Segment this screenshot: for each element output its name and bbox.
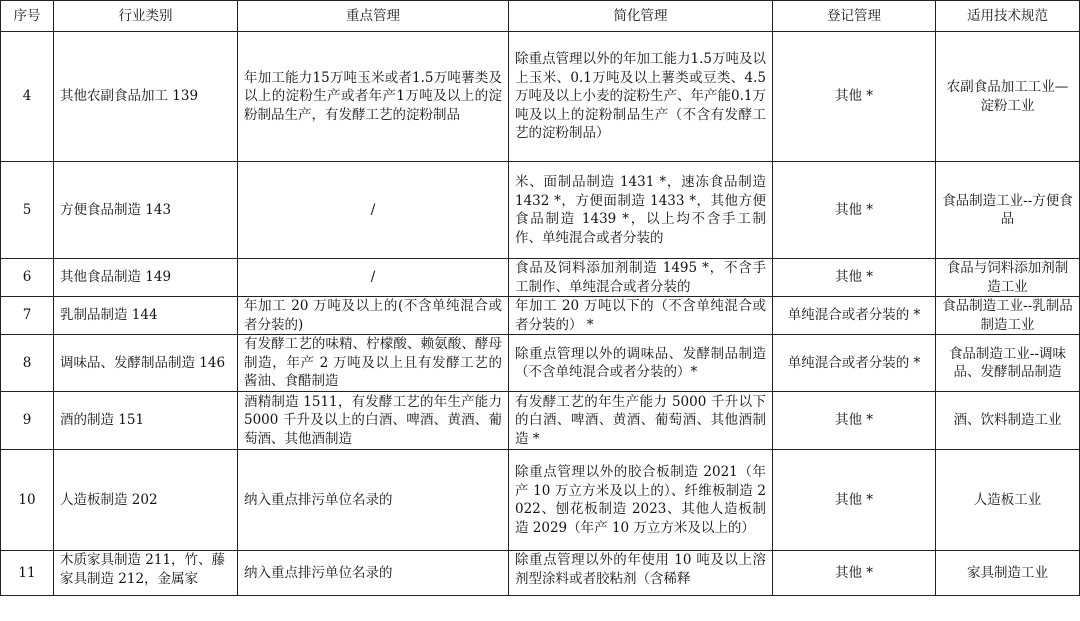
table-row — [1, 297, 1080, 335]
cell-technical-spec: 农副食品加工工业—淀粉工业 — [936, 32, 1080, 162]
table-row — [1, 335, 1080, 392]
cell-serial-number: 5 — [1, 162, 54, 259]
cell-technical-spec: 食品与饲料添加剂制造工业 — [936, 259, 1080, 297]
table-row — [1, 450, 1080, 551]
cell-serial-number: 7 — [1, 297, 54, 335]
cell-industry-category: 调味品、发酵制品制造 146 — [54, 335, 238, 392]
cell-technical-spec: 食品制造工业--调味品、发酵制品制造 — [936, 335, 1080, 392]
table-row — [1, 32, 1080, 162]
cell-key-management: 酒精制造 1511，有发酵工艺的年生产能力 5000 千升及以上的白酒、啤酒、黄酒、葡萄酒、其他酒制造 — [238, 392, 509, 450]
header-key-management: 重点管理 — [238, 1, 509, 32]
cell-registration-management: 其他 * — [773, 551, 936, 596]
cell-industry-category: 木质家具制造 211，竹、藤家具制造 212，金属家 — [54, 551, 238, 596]
cell-simplified-management: 除重点管理以外的年使用 10 吨及以上溶剂型涂料或者胶粘剂（含稀释 — [509, 551, 773, 596]
cell-registration-management: 其他 * — [773, 450, 936, 551]
cell-simplified-management: 米、面制品制造 1431 *，速冻食品制造 1432 *，方便面制造 1433 *，其他方便食品制造 1439 *，以上均不含手工制作、单纯混合或者分装的 — [509, 162, 773, 259]
cell-technical-spec: 人造板工业 — [936, 450, 1080, 551]
cell-simplified-management: 除重点管理以外的调味品、发酵制品制造（不含单纯混合或者分装的）* — [509, 335, 773, 392]
cell-serial-number: 10 — [1, 450, 54, 551]
cell-simplified-management: 除重点管理以外的年加工能力1.5万吨及以上玉米、0.1万吨及以上薯类或豆类、4.5万吨及以上小麦的淀粉生产、年产能0.1万吨及以上的淀粉制品生产（不含有发酵工艺的淀粉制品） — [509, 32, 773, 162]
cell-registration-management: 其他 * — [773, 392, 936, 450]
cell-industry-category: 其他农副食品加工 139 — [54, 32, 238, 162]
cell-key-management: / — [238, 162, 509, 259]
cell-registration-management: 其他 * — [773, 259, 936, 297]
cell-technical-spec: 酒、饮料制造工业 — [936, 392, 1080, 450]
cell-serial-number: 6 — [1, 259, 54, 297]
cell-technical-spec: 家具制造工业 — [936, 551, 1080, 596]
cell-industry-category: 方便食品制造 143 — [54, 162, 238, 259]
cell-industry-category: 酒的制造 151 — [54, 392, 238, 450]
header-simplified-management: 简化管理 — [509, 1, 773, 32]
cell-key-management: / — [238, 259, 509, 297]
cell-registration-management: 其他 * — [773, 32, 936, 162]
table-row — [1, 551, 1080, 596]
cell-industry-category: 乳制品制造 144 — [54, 297, 238, 335]
cell-key-management: 年加工能力15万吨玉米或者1.5万吨薯类及以上的淀粉生产或者年产1万吨及以上的淀粉制品生产，有发酵工艺的淀粉制品 — [238, 32, 509, 162]
cell-technical-spec: 食品制造工业--方便食品 — [936, 162, 1080, 259]
cell-key-management: 纳入重点排污单位名录的 — [238, 551, 509, 596]
cell-simplified-management: 除重点管理以外的胶合板制造 2021（年产 10 万立方米及以上的）、纤维板制造 2022、刨花板制造 2023、其他人造板制造 2029（年产 10 万立方米及以上的） — [509, 450, 773, 551]
cell-simplified-management: 食品及饲料添加剂制造 1495 *，不含手工制作、单纯混合或者分装的 — [509, 259, 773, 297]
table-header-row — [1, 1, 1080, 32]
cell-serial-number: 4 — [1, 32, 54, 162]
table-row — [1, 259, 1080, 297]
cell-technical-spec: 食品制造工业--乳制品制造工业 — [936, 297, 1080, 335]
cell-serial-number: 9 — [1, 392, 54, 450]
cell-key-management: 年加工 20 万吨及以上的(不含单纯混合或者分装的) — [238, 297, 509, 335]
header-technical-spec: 适用技术规范 — [936, 1, 1080, 32]
cell-industry-category: 人造板制造 202 — [54, 450, 238, 551]
cell-industry-category: 其他食品制造 149 — [54, 259, 238, 297]
cell-key-management: 有发酵工艺的味精、柠檬酸、赖氨酸、酵母制造，年产 2 万吨及以上且有发酵工艺的酱油、食醋制造 — [238, 335, 509, 392]
header-serial-number: 序号 — [1, 1, 54, 32]
table-row — [1, 392, 1080, 450]
header-industry-category: 行业类别 — [54, 1, 238, 32]
cell-registration-management: 单纯混合或者分装的 * — [773, 335, 936, 392]
cell-simplified-management: 有发酵工艺的年生产能力 5000 千升以下的白酒、啤酒、黄酒、葡萄酒、其他酒制造 * — [509, 392, 773, 450]
cell-registration-management: 其他 * — [773, 162, 936, 259]
header-registration-management: 登记管理 — [773, 1, 936, 32]
cell-simplified-management: 年加工 20 万吨以下的（不含单纯混合或者分装的） * — [509, 297, 773, 335]
cell-registration-management: 单纯混合或者分装的 * — [773, 297, 936, 335]
table-row — [1, 162, 1080, 259]
cell-serial-number: 8 — [1, 335, 54, 392]
cell-serial-number: 11 — [1, 551, 54, 596]
cell-key-management: 纳入重点排污单位名录的 — [238, 450, 509, 551]
